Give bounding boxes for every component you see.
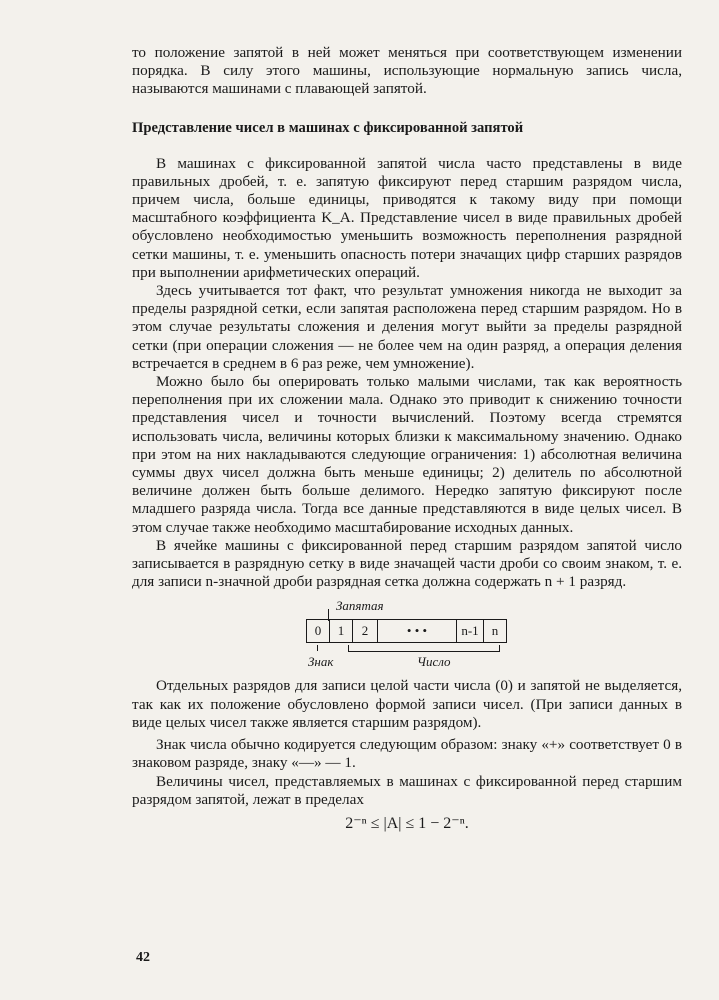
cell-2: 2	[353, 620, 378, 642]
paragraph-6: Знак числа обычно кодируется следующим образом: знаку «+» соответствует 0 в знаковом разряде, знаку «—» — 1.	[132, 736, 682, 772]
cell-ellipsis: • • •	[378, 620, 457, 642]
cell-n: n	[491, 623, 499, 639]
section-heading: Представление чисел в машинах с фиксированной запятой	[132, 119, 524, 136]
range-formula: 2⁻ⁿ ≤ |A| ≤ 1 − 2⁻ⁿ.	[345, 814, 469, 832]
paragraph-2: Здесь учитывается тот факт, что результат умножения никогда не выходит за пределы разрядной сетки, если запятая расположена перед старшим разрядом. Но в этом случае результаты сложения и деления могут выйти за пределы разрядной сетки (при операции сложения — не более чем на один разряд, а операция деления встречается в среднем в 6 раз реже, чем умножение).	[132, 282, 682, 372]
comma-label: Запятая	[336, 598, 384, 614]
paragraph-7: Величины чисел, представляемых в машинах с фиксированной перед старшим разрядом запятой, лежат в пределах	[132, 772, 682, 808]
paragraph-5: Отдельных разрядов для записи целой части числа (0) и запятой не выделяется, так как их положение обусловлено формой записи чисел. (При записи данных в виде целых чисел также является старшим разрядом).	[132, 677, 682, 731]
cell-n-1: n-1	[457, 620, 484, 642]
page-number: 42	[136, 950, 150, 965]
sign-bracket	[317, 645, 318, 651]
number-label: Число	[417, 654, 451, 670]
paragraph-4: В ячейке машины с фиксированной перед старшим разрядом запятой число записывается в разрядную сетку в виде значащей части дроби со своим знаком, т. е. для записи n-значной дроби разрядная сетка должна содержать n + 1 разряд.	[132, 536, 682, 591]
register-cells	[306, 619, 507, 643]
paragraph-3: Можно было бы оперировать только малыми числами, так как вероятность переполнения при их сложении мала. Однако это приводит к снижению точности представления чисел и точности вычислений. Поэтому всегда стремятся использовать числа, величины которых близки к максимальному значению. Однако при этом на них накладываются следующие ограничения: 1) абсолютная величина суммы двух чисел должна быть меньше единицы; 2) делитель по абсолютной величине должен быть больше делимого. Нередко запятую фиксируют после младшего разряда числа. Тогда все данные представляются в виде целых чисел. В этом случае также необходимо масштабирование исходных данных.	[132, 373, 682, 536]
paragraph-continued: то положение запятой в ней может меняться при соответствующем изменении порядка. В силу этого машины, использующие нормальную запись числа, называются машинами с плавающей запятой.	[132, 44, 682, 98]
cell-sign: 0	[307, 620, 330, 642]
number-brace	[348, 645, 500, 652]
sign-label: Знак	[308, 654, 334, 670]
register-diagram	[132, 597, 682, 671]
cell-1: 1	[330, 620, 353, 642]
paragraph-1: В машинах с фиксированной запятой числа часто представлены в виде правильных дробей, т. е. запятую фиксируют перед старшим разрядом числа, причем числа, больше единицы, приводятся к такому виду при помощи масштабного коэффициента K_A. Представление чисел в виде правильных дробей обусловлено необходимостью уменьшить возможность переполнения разрядной сетки машины, т. е. уменьшить опасность потери значащих цифр старших разрядов при выполнении арифметических операций.	[132, 154, 682, 281]
page-body	[132, 44, 682, 833]
